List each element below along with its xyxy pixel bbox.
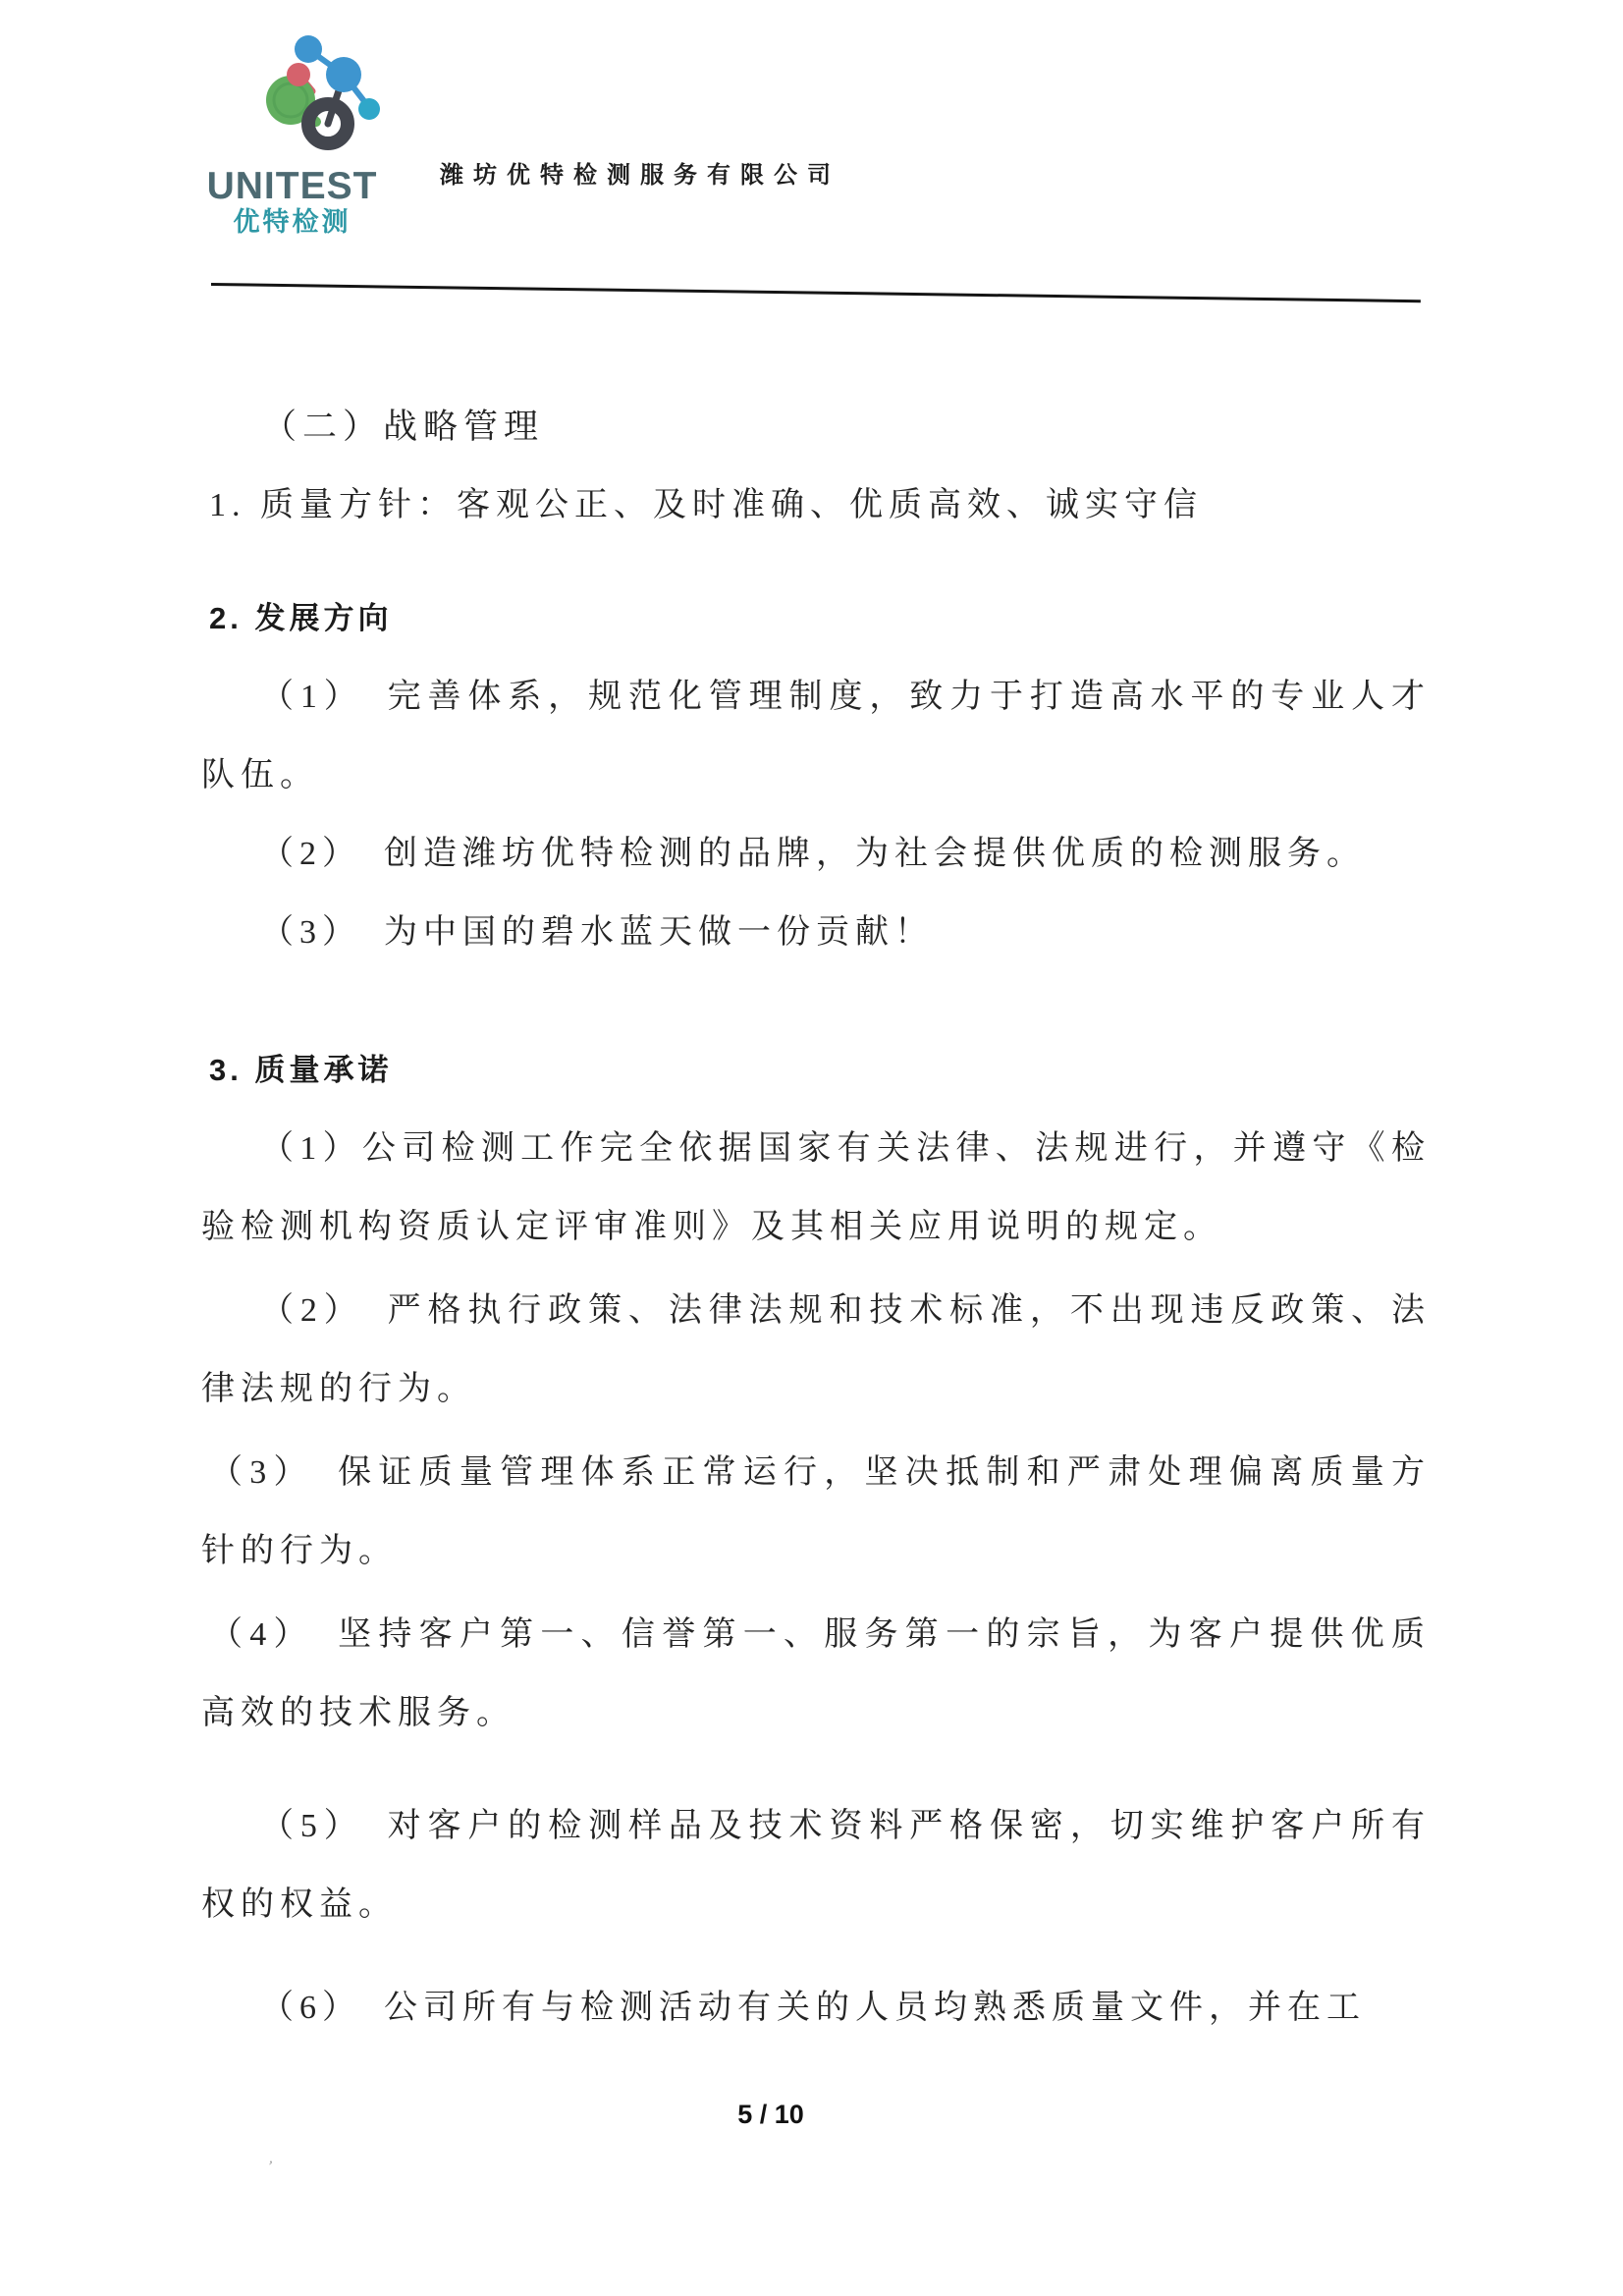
brand-name-cn: 优特检测: [233, 206, 352, 237]
scan-artifact: ʼ: [265, 2158, 275, 2176]
page-number: 5 / 10: [737, 2100, 804, 2129]
quality-policy-line: 1. 质量方针：客观公正、及时准确、优质高效、诚实守信: [209, 487, 1203, 523]
company-logo: [201, 29, 383, 238]
company-name: 潍坊优特检测服务有限公司: [440, 163, 840, 189]
commitment-item-4: （4） 坚持客户第一、信誉第一、服务第一的宗旨，为客户提供优质高效的技术服务。: [201, 1616, 1431, 1731]
section-heading: （二）战略管理: [262, 408, 545, 446]
brand-name-en: UNITEST: [206, 165, 378, 207]
molecule-logo-icon: [253, 29, 391, 167]
commitment-heading: 3. 质量承诺: [209, 1053, 393, 1087]
commitment-item-3: （3） 保证质量管理体系正常运行，坚决抵制和严肃处理偏离质量方针的行为。: [201, 1454, 1431, 1569]
commitment-item-6: （6） 公司所有与检测活动有关的人员均熟悉质量文件，并在工: [260, 1990, 1366, 2026]
commitment-item-2: （2） 严格执行政策、法律法规和技术标准，不出现违反政策、法律法规的行为。: [201, 1292, 1431, 1407]
development-item-1: （1） 完善体系，规范化管理制度，致力于打造高水平的专业人才队伍。: [201, 679, 1431, 793]
document-body: [201, 388, 1431, 2048]
commitment-item-5: （5） 对客户的检测样品及技术资料严格保密，切实维护客户所有权的权益。: [201, 1808, 1431, 1923]
development-item-3: （3） 为中国的碧水蓝天做一份贡献！: [260, 914, 934, 951]
header-divider: [211, 283, 1421, 302]
development-item-2: （2） 创造潍坊优特检测的品牌，为社会提供优质的检测服务。: [260, 836, 1366, 872]
commitment-item-1: （1）公司检测工作完全依据国家有关法律、法规进行，并遵守《检验检测机构资质认定评审准则》及其相关应用说明的规定。: [201, 1130, 1431, 1245]
development-heading: 2. 发展方向: [209, 601, 393, 635]
